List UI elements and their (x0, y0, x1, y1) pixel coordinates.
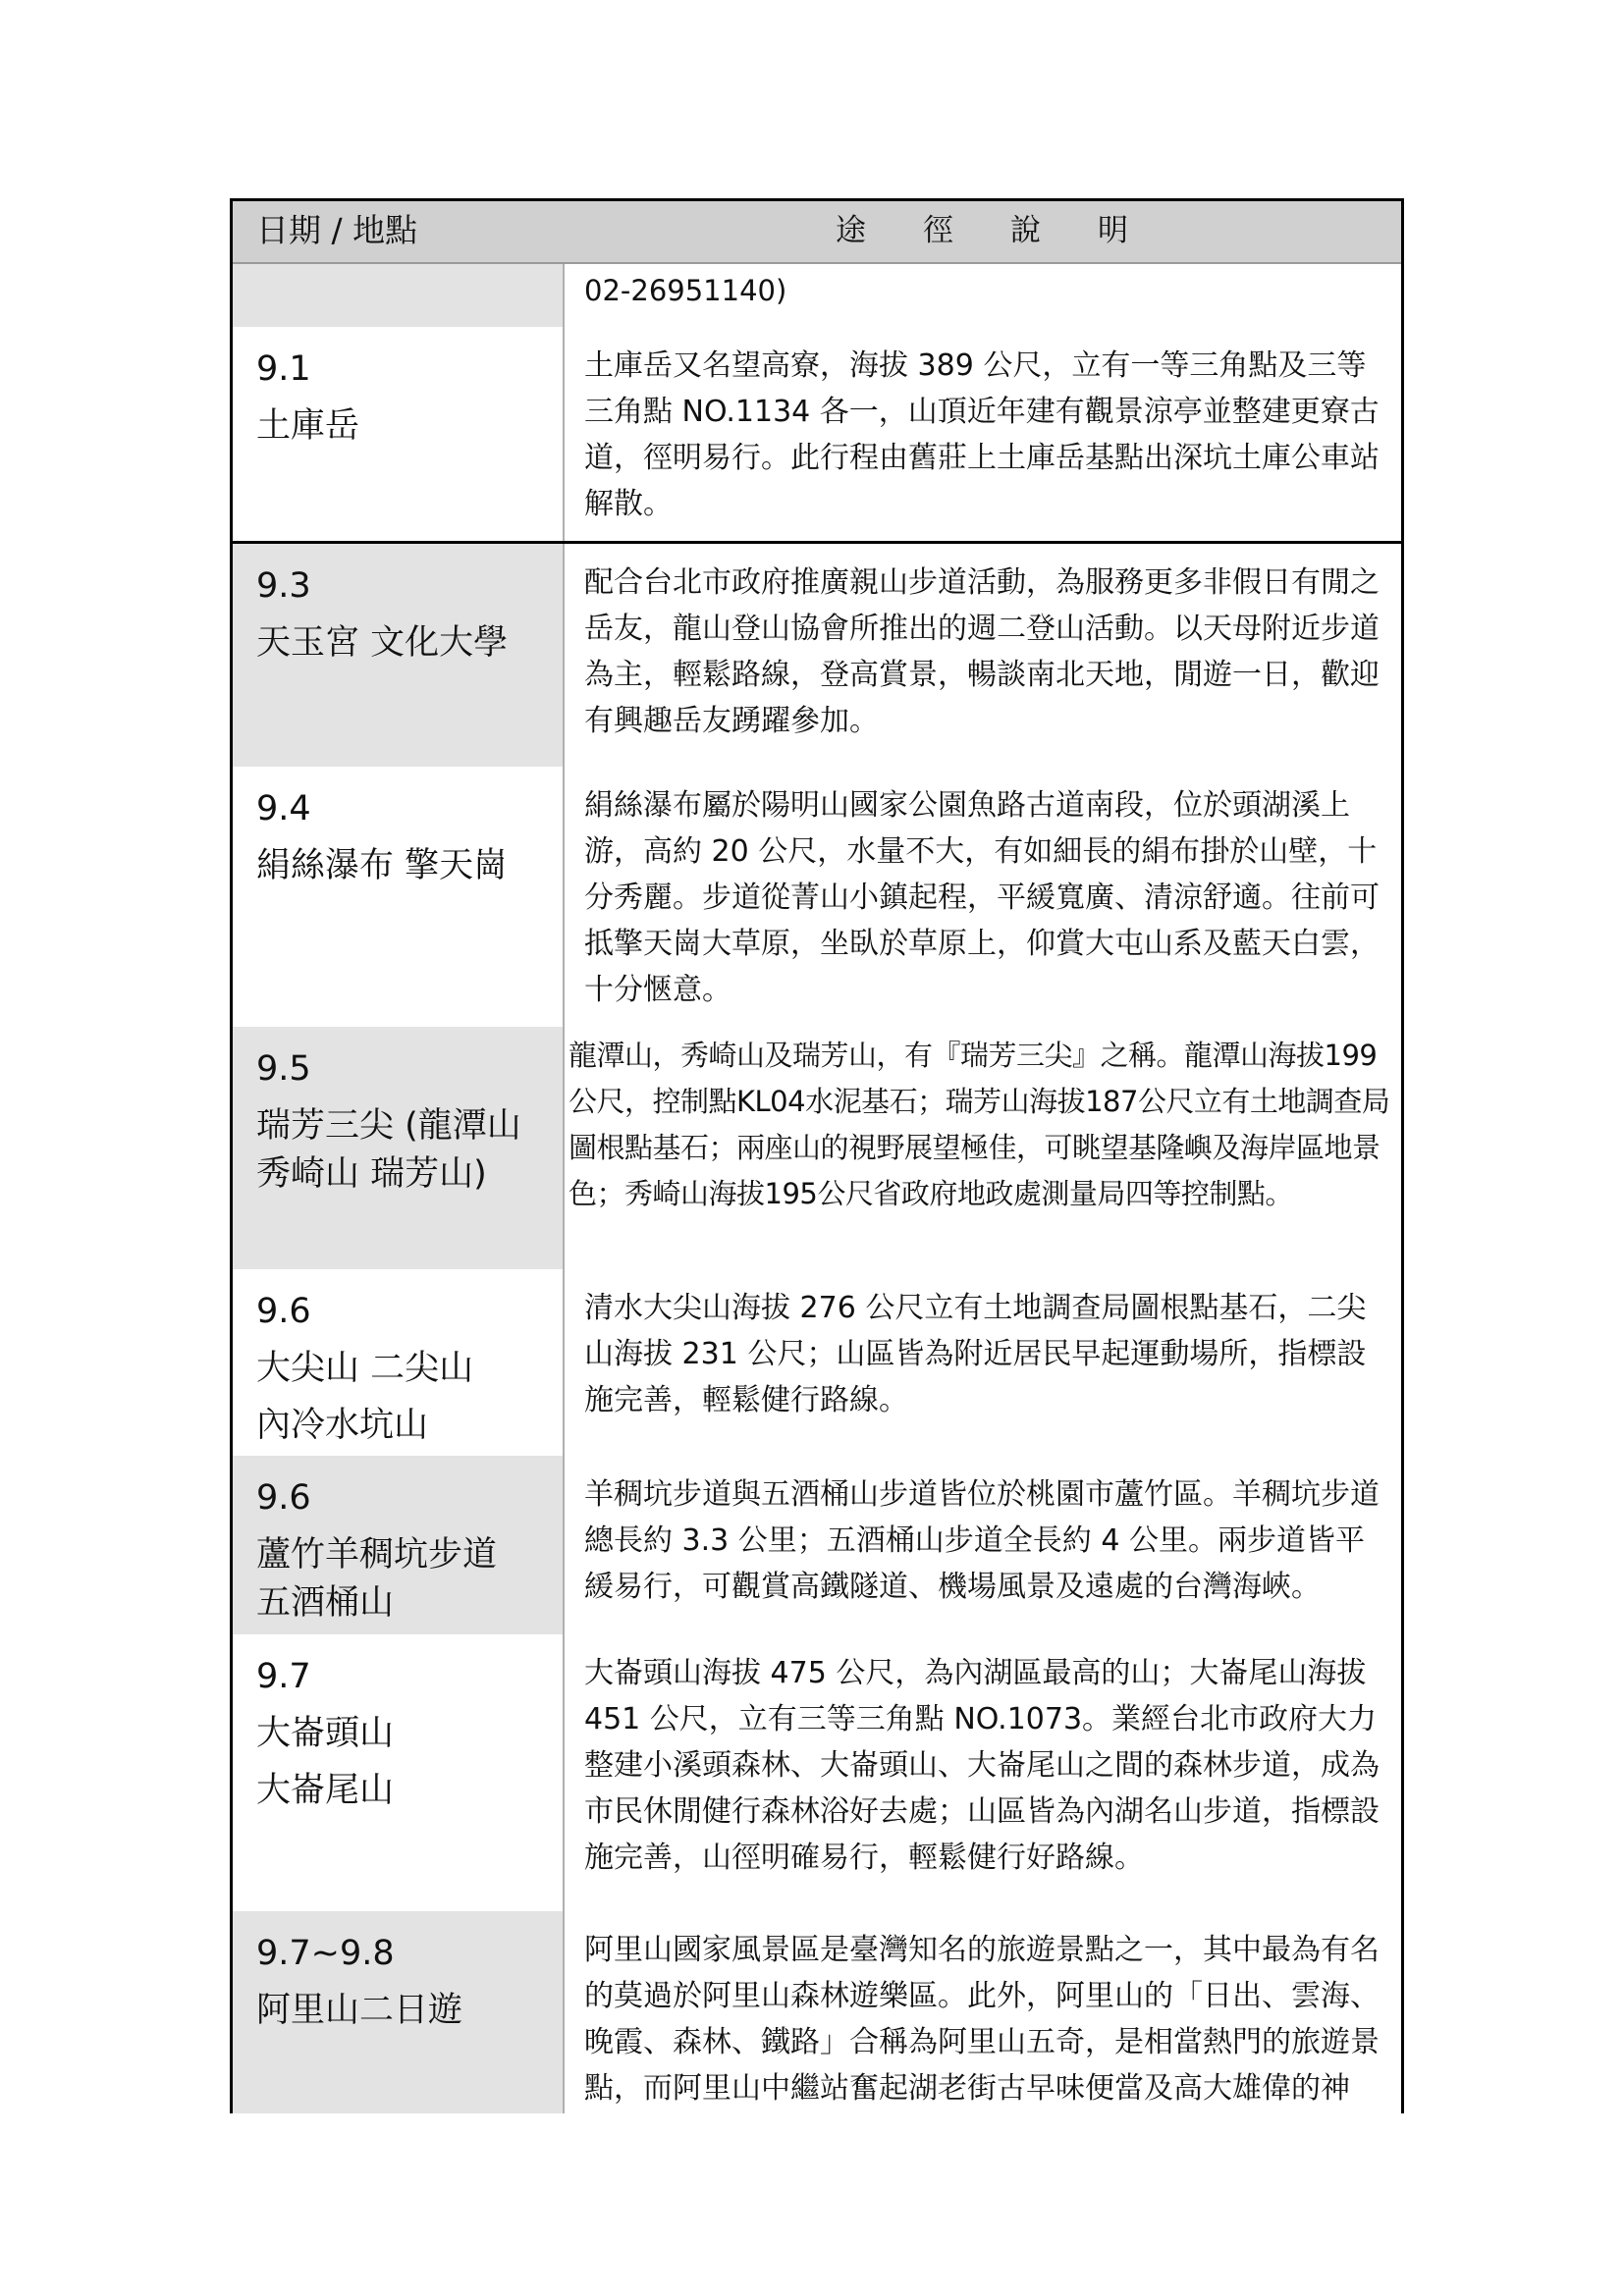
table-row (233, 1634, 1401, 1911)
table-row (233, 1911, 1401, 2113)
row-place: 大崙尾山 (256, 1771, 395, 1810)
row-description: 02-26951140) (563, 264, 1401, 327)
table-header (233, 201, 1401, 264)
table-row (233, 327, 1401, 541)
row-date: 9.4 (256, 789, 311, 828)
row-date: 9.6 (256, 1292, 311, 1331)
table-row (233, 767, 1401, 1027)
row-place: 瑞芳三尖 (龍潭山 (256, 1106, 521, 1146)
row-date-cell (233, 1634, 563, 1911)
table-row (233, 1456, 1401, 1634)
row-place: 五酒桶山 (256, 1583, 395, 1623)
row-date: 9.7 (256, 1657, 311, 1696)
row-place: 內冷水坑山 (256, 1406, 429, 1445)
row-description: 土庫岳又名望高寮，海拔 389 公尺，立有一等三角點及三等三角點 NO.1134 各一，山頂近年建有觀景涼亭並整建更寮古道，徑明易行。此行程由舊莊上土庫岳基點出深坑土庫公車站解散。 (563, 327, 1401, 541)
header-date-place: 日期 / 地點 (256, 211, 418, 249)
table-row-continuation (233, 264, 1401, 327)
itinerary-table (230, 198, 1404, 2113)
row-place: 秀崎山 瑞芳山) (256, 1154, 487, 1194)
row-description: 配合台北市政府推廣親山步道活動，為服務更多非假日有閒之岳友，龍山登山協會所推出的週二登山活動。以天母附近步道為主，輕鬆路線，登高賞景，暢談南北天地，閒遊一日，歡迎有興趣岳友踴躍參加。 (563, 544, 1401, 767)
row-date: 9.1 (256, 349, 311, 389)
row-place: 大崙頭山 (256, 1714, 395, 1753)
row-description: 羊稠坑步道與五酒桶山步道皆位於桃園市蘆竹區。羊稠坑步道總長約 3.3 公里；五酒桶山步道全長約 4 公里。兩步道皆平緩易行，可觀賞高鐵隧道、機場風景及遠處的台灣海峽。 (563, 1456, 1401, 1634)
row-description: 阿里山國家風景區是臺灣知名的旅遊景點之一，其中最為有名的莫過於阿里山森林遊樂區。此外，阿里山的「日出、雲海、晚霞、森林、鐵路」合稱為阿里山五奇，是相當熱門的旅遊景點，而阿里山中繼站奮起湖老街古早味便當及高大雄偉的神 (563, 1911, 1401, 2113)
row-date-cell (233, 1456, 563, 1634)
row-place: 大尖山 二尖山 (256, 1349, 474, 1388)
row-date-cell (233, 1269, 563, 1456)
row-date: 9.3 (256, 566, 311, 606)
row-date: 9.7~9.8 (256, 1934, 395, 1973)
row-date-cell (233, 1911, 563, 2113)
row-date-cell (233, 544, 563, 767)
row-place: 土庫岳 (256, 406, 360, 446)
row-date-cell (233, 1027, 563, 1269)
table-row (233, 1027, 1401, 1269)
row-place: 絹絲瀑布 擎天崗 (256, 846, 509, 885)
header-description: 途徑說明 (836, 213, 1185, 248)
row-description: 龍潭山，秀崎山及瑞芳山，有『瑞芳三尖』之稱。龍潭山海拔199公尺，控制點KL04水泥基石；瑞芳山海拔187公尺立有土地調查局圖根點基石；兩座山的視野展望極佳，可眺望基隆嶼及海岸區地景色；秀崎山海拔195公尺省政府地政處測量局四等控制點。 (563, 1027, 1401, 1269)
row-date: 9.5 (256, 1049, 311, 1089)
row-place: 蘆竹羊稠坑步道 (256, 1535, 498, 1575)
table-row (233, 1269, 1401, 1456)
row-date-cell (233, 767, 563, 1027)
row-description: 大崙頭山海拔 475 公尺，為內湖區最高的山；大崙尾山海拔 451 公尺，立有三等三角點 NO.1073。業經台北市政府大力整建小溪頭森林、大崙頭山、大崙尾山之間的森林步道，成為市民休閒健行森林浴好去處；山區皆為內湖名山步道，指標設施完善，山徑明確易行，輕鬆健行好路線。 (563, 1634, 1401, 1911)
row-place: 阿里山二日遊 (256, 1991, 463, 2030)
table-row (233, 541, 1401, 767)
row-date-cell (233, 327, 563, 541)
row-date-cell (233, 264, 563, 327)
row-date: 9.6 (256, 1478, 311, 1518)
row-description: 絹絲瀑布屬於陽明山國家公園魚路古道南段，位於頭湖溪上游，高約 20 公尺，水量不大，有如細長的絹布掛於山壁，十分秀麗。步道從菁山小鎮起程，平緩寬廣、清涼舒適。往前可抵擎天崗大草原，坐臥於草原上，仰賞大屯山系及藍天白雲，十分愜意。 (563, 767, 1401, 1027)
row-place: 天玉宮 文化大學 (256, 623, 509, 663)
row-description: 清水大尖山海拔 276 公尺立有土地調查局圖根點基石，二尖山海拔 231 公尺；山區皆為附近居民早起運動場所，指標設施完善，輕鬆健行路線。 (563, 1269, 1401, 1456)
